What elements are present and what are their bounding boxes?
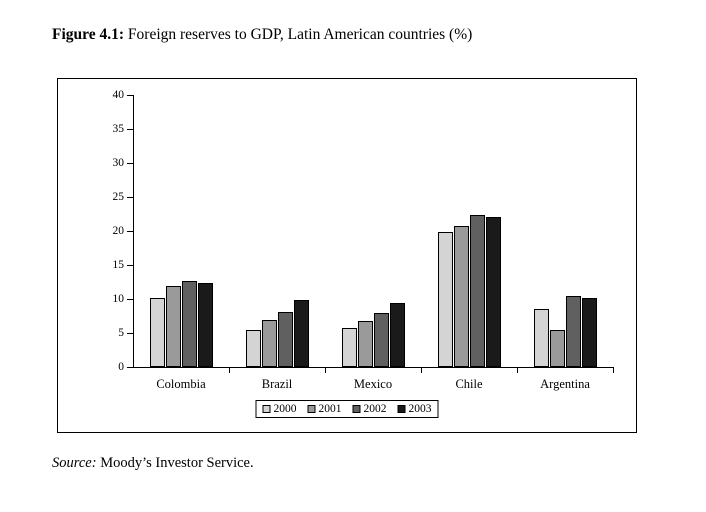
source-note: [52, 455, 254, 472]
y-axis-tick-label: 15: [112, 259, 124, 271]
legend-item: [263, 403, 297, 415]
x-axis-category-label: Mexico: [353, 377, 393, 391]
bar: [198, 283, 213, 367]
y-axis-tick-label: 40: [112, 89, 124, 101]
legend-swatch: [353, 405, 361, 413]
legend-label: 2000: [273, 403, 297, 415]
bar: [582, 298, 597, 367]
y-axis-tick-label: 5: [118, 327, 124, 339]
y-axis-tick: [127, 163, 133, 164]
chart-frame: [57, 78, 637, 433]
legend-label: 2001: [318, 403, 342, 415]
y-axis-tick-label: 35: [112, 123, 124, 135]
legend-item: [398, 403, 432, 415]
y-axis-tick-label: 10: [112, 293, 124, 305]
legend-item: [308, 403, 342, 415]
bar: [470, 215, 485, 367]
bar: [246, 330, 261, 367]
x-axis-category-label: Brazil: [261, 377, 293, 391]
bar: [166, 286, 181, 367]
y-axis-tick: [127, 231, 133, 232]
y-axis-tick: [127, 299, 133, 300]
y-axis-tick-label: 30: [112, 157, 124, 169]
source-text: Moody’s Investor Service.: [96, 455, 254, 471]
figure-caption-text: Foreign reserves to GDP, Latin American countries (%): [124, 26, 473, 43]
x-axis-category-label: Chile: [455, 377, 483, 391]
x-axis-tick: [325, 367, 326, 373]
x-axis-tick: [517, 367, 518, 373]
bar: [358, 321, 373, 367]
legend-label: 2003: [408, 403, 432, 415]
y-axis-tick: [127, 129, 133, 130]
figure-caption: [52, 26, 472, 44]
y-axis-tick-label: 20: [112, 225, 124, 237]
bar: [262, 320, 277, 367]
x-axis-tick: [421, 367, 422, 373]
y-axis-tick: [127, 95, 133, 96]
bar: [486, 217, 501, 367]
bar: [342, 328, 357, 367]
bar: [294, 300, 309, 367]
legend-swatch: [263, 405, 271, 413]
x-axis-tick: [229, 367, 230, 373]
x-axis-tick: [613, 367, 614, 373]
chart-legend: [256, 400, 439, 418]
bar: [390, 303, 405, 367]
bar: [454, 226, 469, 367]
bar: [374, 313, 389, 367]
figure-caption-label: Figure 4.1:: [52, 26, 125, 43]
y-axis-tick-label: 0: [118, 361, 124, 373]
bar: [550, 330, 565, 367]
y-axis-tick: [127, 367, 133, 368]
y-axis-tick: [127, 197, 133, 198]
bar: [438, 232, 453, 367]
y-axis-line: [133, 95, 134, 367]
y-axis-tick: [127, 333, 133, 334]
x-axis-line: [133, 367, 613, 368]
x-axis-category-label: Colombia: [156, 377, 206, 391]
bar: [278, 312, 293, 367]
plot-area: [112, 89, 613, 391]
legend-swatch: [398, 405, 406, 413]
legend-label: 2002: [363, 403, 387, 415]
bar: [150, 298, 165, 367]
source-label: Source:: [52, 455, 97, 471]
y-axis-tick: [127, 265, 133, 266]
bar: [182, 281, 197, 367]
legend-item: [353, 403, 387, 415]
bar: [566, 296, 581, 367]
x-axis-category-label: Argentina: [540, 377, 590, 391]
bar: [534, 309, 549, 367]
legend-swatch: [308, 405, 316, 413]
y-axis-tick-label: 25: [112, 191, 124, 203]
